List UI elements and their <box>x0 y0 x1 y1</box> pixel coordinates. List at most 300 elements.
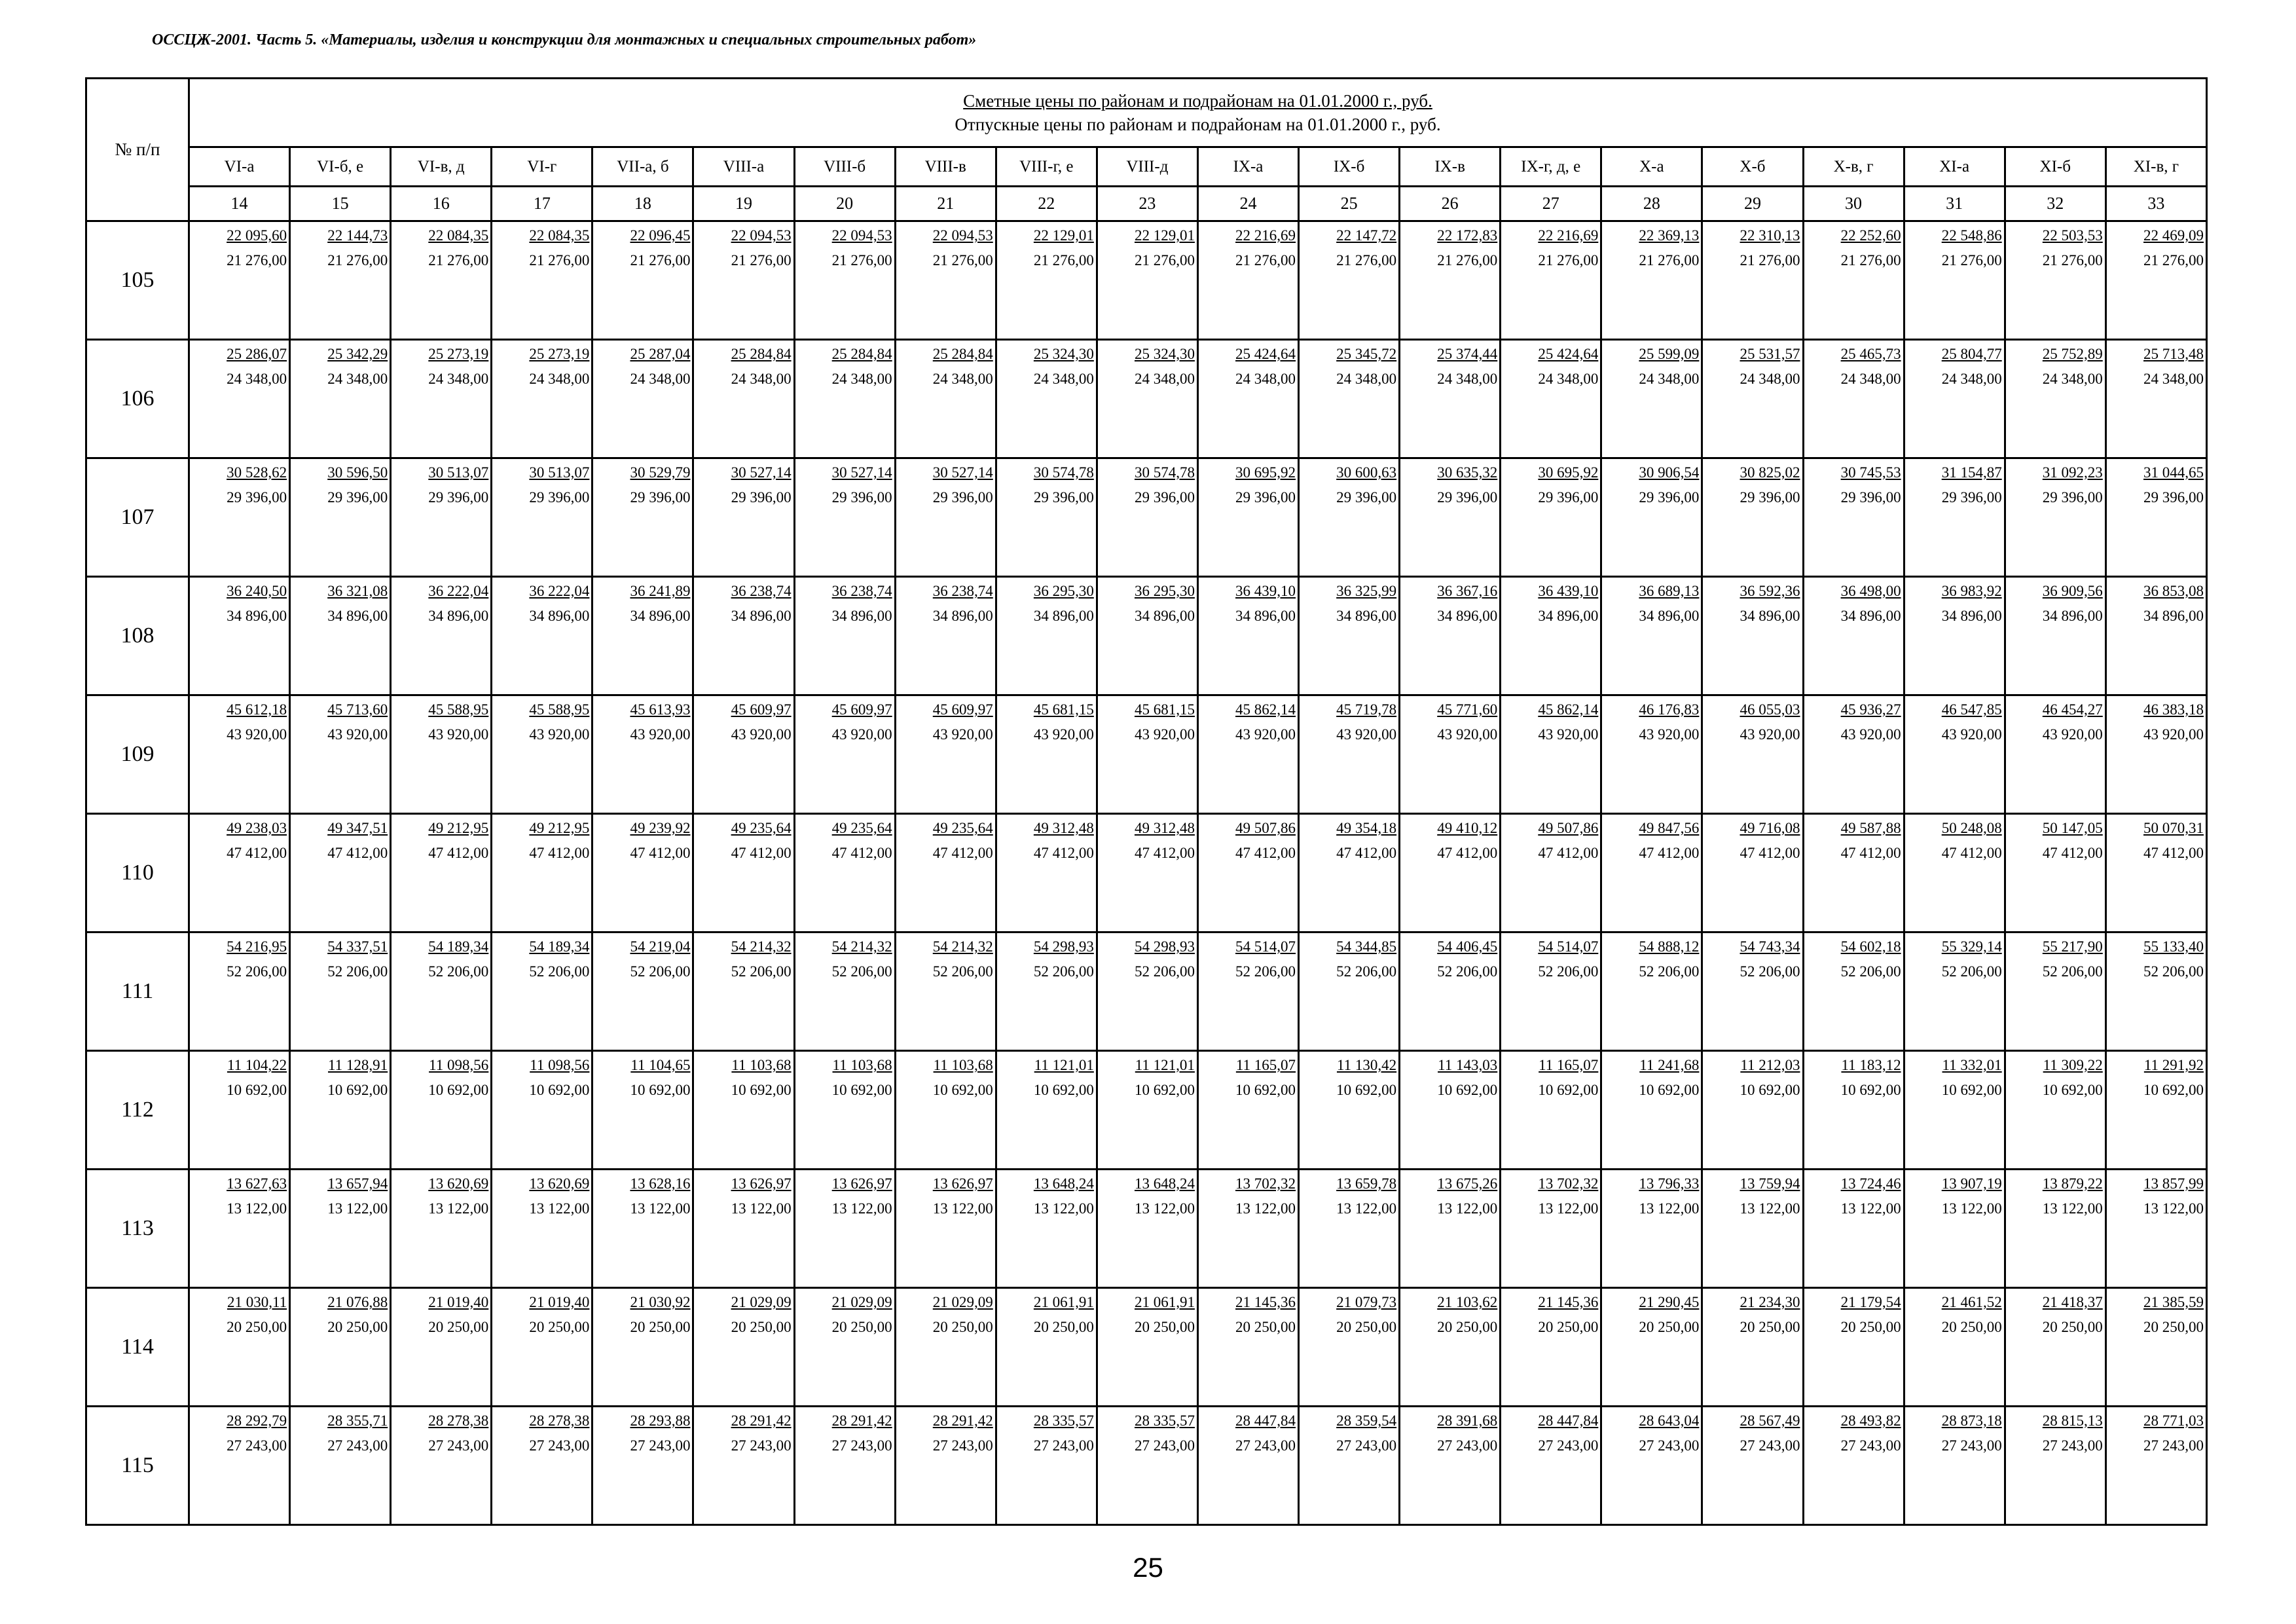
estimated-price: 21 029,09 <box>932 1294 993 1310</box>
release-price: 52 206,00 <box>1941 963 2002 980</box>
estimated-price: 36 238,74 <box>831 583 892 599</box>
release-price: 29 396,00 <box>831 489 892 506</box>
price-cell <box>895 1170 996 1288</box>
estimated-price: 46 454,27 <box>2042 701 2103 718</box>
caption-release-prices: Отпускные цены по районам и подрайонам на 01.01.2000 г., руб. <box>955 115 1441 134</box>
release-price: 10 692,00 <box>1840 1082 1901 1098</box>
price-cell <box>1803 340 1904 458</box>
estimated-price: 30 695,92 <box>1538 464 1599 481</box>
estimated-price: 25 804,77 <box>1941 346 2002 362</box>
estimated-price: 22 094,53 <box>731 227 792 244</box>
price-cell <box>895 814 996 932</box>
release-price: 27 243,00 <box>1639 1437 1700 1454</box>
release-price: 47 412,00 <box>1740 845 1800 861</box>
release-price: 13 122,00 <box>831 1200 892 1217</box>
price-cell <box>1904 1051 2005 1170</box>
price-cell <box>1803 814 1904 932</box>
estimated-price: 54 214,32 <box>731 938 792 955</box>
document-header: ОССЦЖ-2001. Часть 5. «Материалы, изделия и конструкции для монтажных и специальных строительных работ» <box>152 31 977 48</box>
price-cell <box>1601 577 1702 695</box>
estimated-price: 45 771,60 <box>1437 701 1498 718</box>
estimated-price: 49 410,12 <box>1437 820 1498 836</box>
release-price: 34 896,00 <box>1437 608 1498 624</box>
release-price: 52 206,00 <box>932 963 993 980</box>
release-price: 43 920,00 <box>1235 726 1296 743</box>
region-header: VIII-а <box>693 147 794 187</box>
estimated-price: 21 145,36 <box>1538 1294 1599 1310</box>
release-price: 10 692,00 <box>1336 1082 1397 1098</box>
estimated-price: 49 235,64 <box>831 820 892 836</box>
estimated-price: 49 235,64 <box>731 820 792 836</box>
price-cell <box>1501 221 1601 340</box>
estimated-price: 11 165,07 <box>1539 1057 1599 1073</box>
release-price: 27 243,00 <box>428 1437 489 1454</box>
estimated-price: 22 147,72 <box>1336 227 1397 244</box>
estimated-price: 54 214,32 <box>831 938 892 955</box>
region-header: XI-а <box>1904 147 2005 187</box>
price-cell <box>2005 577 2105 695</box>
estimated-price: 45 609,97 <box>932 701 993 718</box>
estimated-price: 30 596,50 <box>327 464 388 481</box>
estimated-price: 46 176,83 <box>1639 701 1700 718</box>
release-price: 34 896,00 <box>327 608 388 624</box>
release-price: 21 276,00 <box>2143 252 2204 268</box>
price-cell <box>1904 814 2005 932</box>
release-price: 29 396,00 <box>630 489 691 506</box>
estimated-price: 25 286,07 <box>227 346 287 362</box>
price-cell <box>1904 1288 2005 1407</box>
row-number: 110 <box>86 814 189 932</box>
price-cell <box>1501 577 1601 695</box>
estimated-price: 22 216,69 <box>1235 227 1296 244</box>
price-cell <box>996 1288 1097 1407</box>
price-cell <box>996 1170 1097 1288</box>
price-table-body <box>86 221 2207 1525</box>
estimated-price: 21 079,73 <box>1336 1294 1397 1310</box>
price-cell <box>996 1051 1097 1170</box>
estimated-price: 13 626,97 <box>932 1175 993 1192</box>
estimated-price: 21 179,54 <box>1840 1294 1901 1310</box>
column-number: 22 <box>996 187 1097 221</box>
price-cell <box>693 932 794 1051</box>
estimated-price: 30 574,78 <box>1033 464 1094 481</box>
release-price: 13 122,00 <box>227 1200 287 1217</box>
release-price: 24 348,00 <box>529 371 590 387</box>
price-cell <box>794 221 895 340</box>
release-price: 24 348,00 <box>1740 371 1800 387</box>
release-price: 13 122,00 <box>1134 1200 1195 1217</box>
release-price: 21 276,00 <box>1033 252 1094 268</box>
release-price: 43 920,00 <box>1840 726 1901 743</box>
release-price: 34 896,00 <box>731 608 792 624</box>
release-price: 13 122,00 <box>1336 1200 1397 1217</box>
release-price: 34 896,00 <box>1740 608 1800 624</box>
release-price: 27 243,00 <box>1740 1437 1800 1454</box>
release-price: 20 250,00 <box>1941 1319 2002 1335</box>
release-price: 52 206,00 <box>831 963 892 980</box>
price-cell <box>1501 340 1601 458</box>
release-price: 21 276,00 <box>1941 252 2002 268</box>
release-price: 21 276,00 <box>1336 252 1397 268</box>
price-cell <box>492 1288 592 1407</box>
price-cell <box>2005 221 2105 340</box>
column-number: 28 <box>1601 187 1702 221</box>
release-price: 20 250,00 <box>1639 1319 1700 1335</box>
row-number: 106 <box>86 340 189 458</box>
estimated-price: 13 907,19 <box>1941 1175 2002 1192</box>
region-header: IX-г, д, е <box>1501 147 1601 187</box>
price-cell <box>1299 1288 1400 1407</box>
price-cell <box>1803 1051 1904 1170</box>
estimated-price: 25 324,30 <box>1033 346 1094 362</box>
estimated-price: 13 659,78 <box>1336 1175 1397 1192</box>
price-cell <box>1299 221 1400 340</box>
estimated-price: 46 547,85 <box>1941 701 2002 718</box>
estimated-price: 28 355,71 <box>327 1412 388 1429</box>
estimated-price: 49 354,18 <box>1336 820 1397 836</box>
release-price: 43 920,00 <box>1336 726 1397 743</box>
price-cell <box>895 221 996 340</box>
price-cell <box>1501 1170 1601 1288</box>
release-price: 21 276,00 <box>1538 252 1599 268</box>
table-row <box>86 1407 2207 1525</box>
estimated-price: 55 329,14 <box>1941 938 2002 955</box>
release-price: 10 692,00 <box>1033 1082 1094 1098</box>
estimated-price: 21 145,36 <box>1235 1294 1296 1310</box>
region-header: VI-б, е <box>290 147 391 187</box>
table-row <box>86 695 2207 814</box>
price-cell <box>2105 340 2206 458</box>
release-price: 43 920,00 <box>1639 726 1700 743</box>
estimated-price: 30 695,92 <box>1235 464 1296 481</box>
price-cell <box>1601 1051 1702 1170</box>
release-price: 21 276,00 <box>1639 252 1700 268</box>
price-cell <box>391 1051 492 1170</box>
release-price: 24 348,00 <box>1840 371 1901 387</box>
release-price: 43 920,00 <box>630 726 691 743</box>
price-cell <box>1803 221 1904 340</box>
estimated-price: 30 527,14 <box>932 464 993 481</box>
estimated-price: 36 853,08 <box>2143 583 2204 599</box>
release-price: 52 206,00 <box>1538 963 1599 980</box>
estimated-price: 30 635,32 <box>1437 464 1498 481</box>
price-cell <box>1803 1170 1904 1288</box>
estimated-price: 13 702,32 <box>1235 1175 1296 1192</box>
price-cell <box>996 1407 1097 1525</box>
estimated-price: 11 104,22 <box>227 1057 287 1073</box>
price-cell <box>2105 1051 2206 1170</box>
price-cell <box>1501 1288 1601 1407</box>
price-cell <box>895 340 996 458</box>
price-cell <box>2105 814 2206 932</box>
estimated-price: 25 273,19 <box>529 346 590 362</box>
estimated-price: 28 291,42 <box>731 1412 792 1429</box>
release-price: 47 412,00 <box>227 845 287 861</box>
release-price: 20 250,00 <box>1336 1319 1397 1335</box>
estimated-price: 25 284,84 <box>731 346 792 362</box>
release-price: 27 243,00 <box>529 1437 590 1454</box>
estimated-price: 54 298,93 <box>1033 938 1094 955</box>
estimated-price: 11 104,65 <box>630 1057 691 1073</box>
release-price: 13 122,00 <box>428 1200 489 1217</box>
release-price: 27 243,00 <box>1437 1437 1498 1454</box>
release-price: 29 396,00 <box>1740 489 1800 506</box>
release-price: 43 920,00 <box>1941 726 2002 743</box>
estimated-price: 30 527,14 <box>831 464 892 481</box>
release-price: 52 206,00 <box>529 963 590 980</box>
estimated-price: 25 752,89 <box>2042 346 2103 362</box>
price-cell <box>2005 695 2105 814</box>
release-price: 24 348,00 <box>831 371 892 387</box>
estimated-price: 30 574,78 <box>1134 464 1195 481</box>
price-cell <box>1904 458 2005 577</box>
estimated-price: 11 183,12 <box>1841 1057 1901 1073</box>
price-cell <box>391 221 492 340</box>
price-cell <box>1097 221 1197 340</box>
price-cell <box>189 577 290 695</box>
estimated-price: 22 216,69 <box>1538 227 1599 244</box>
price-cell <box>492 932 592 1051</box>
release-price: 10 692,00 <box>529 1082 590 1098</box>
estimated-price: 28 278,38 <box>428 1412 489 1429</box>
estimated-price: 36 238,74 <box>932 583 993 599</box>
price-cell <box>1299 932 1400 1051</box>
estimated-price: 54 189,34 <box>428 938 489 955</box>
release-price: 29 396,00 <box>1941 489 2002 506</box>
table-row <box>86 1051 2207 1170</box>
release-price: 47 412,00 <box>1840 845 1901 861</box>
estimated-price: 21 290,45 <box>1639 1294 1700 1310</box>
row-number: 115 <box>86 1407 189 1525</box>
estimated-price: 30 745,53 <box>1840 464 1901 481</box>
column-number: 14 <box>189 187 290 221</box>
price-cell <box>1904 1407 2005 1525</box>
price-cell <box>492 221 592 340</box>
region-header: IX-а <box>1197 147 1298 187</box>
estimated-price: 22 469,09 <box>2143 227 2204 244</box>
estimated-price: 22 084,35 <box>428 227 489 244</box>
release-price: 24 348,00 <box>1639 371 1700 387</box>
estimated-price: 11 241,68 <box>1639 1057 1700 1073</box>
estimated-price: 45 588,95 <box>529 701 590 718</box>
estimated-price: 45 862,14 <box>1538 701 1599 718</box>
release-price: 10 692,00 <box>428 1082 489 1098</box>
estimated-price: 11 121,01 <box>1135 1057 1195 1073</box>
price-cell <box>1501 932 1601 1051</box>
price-cell <box>996 932 1097 1051</box>
price-cell <box>290 340 391 458</box>
estimated-price: 13 879,22 <box>2042 1175 2103 1192</box>
estimated-price: 21 385,59 <box>2143 1294 2204 1310</box>
price-cell <box>1803 577 1904 695</box>
price-cell <box>1097 1288 1197 1407</box>
price-cell <box>189 1170 290 1288</box>
table-row <box>86 1288 2207 1407</box>
price-cell <box>895 1288 996 1407</box>
estimated-price: 13 675,26 <box>1437 1175 1498 1192</box>
estimated-price: 28 359,54 <box>1336 1412 1397 1429</box>
estimated-price: 22 252,60 <box>1840 227 1901 244</box>
price-cell <box>1400 1051 1501 1170</box>
price-cell <box>1601 340 1702 458</box>
estimated-price: 11 103,68 <box>832 1057 892 1073</box>
region-header: VI-в, д <box>391 147 492 187</box>
estimated-price: 28 643,04 <box>1639 1412 1700 1429</box>
release-price: 10 692,00 <box>630 1082 691 1098</box>
price-cell <box>1904 695 2005 814</box>
estimated-price: 36 241,89 <box>630 583 691 599</box>
release-price: 43 920,00 <box>831 726 892 743</box>
price-cell <box>996 695 1097 814</box>
price-cell <box>391 695 492 814</box>
price-cell <box>1702 932 1803 1051</box>
price-cell <box>391 340 492 458</box>
price-cell <box>996 458 1097 577</box>
estimated-price: 28 291,42 <box>932 1412 993 1429</box>
row-number-header: № п/п <box>86 79 189 221</box>
release-price: 10 692,00 <box>731 1082 792 1098</box>
price-cell <box>693 1288 794 1407</box>
release-price: 34 896,00 <box>1336 608 1397 624</box>
release-price: 29 396,00 <box>227 489 287 506</box>
estimated-price: 54 406,45 <box>1437 938 1498 955</box>
release-price: 52 206,00 <box>630 963 691 980</box>
release-price: 47 412,00 <box>1033 845 1094 861</box>
price-cell <box>1601 932 1702 1051</box>
release-price: 29 396,00 <box>1134 489 1195 506</box>
estimated-price: 54 602,18 <box>1840 938 1901 955</box>
estimated-price: 31 092,23 <box>2042 464 2103 481</box>
estimated-price: 28 771,03 <box>2143 1412 2204 1429</box>
release-price: 34 896,00 <box>1941 608 2002 624</box>
price-cell <box>290 577 391 695</box>
estimated-price: 45 609,97 <box>731 701 792 718</box>
release-price: 43 920,00 <box>529 726 590 743</box>
price-cell <box>290 932 391 1051</box>
estimated-price: 22 144,73 <box>327 227 388 244</box>
release-price: 21 276,00 <box>2042 252 2103 268</box>
price-cell <box>895 695 996 814</box>
price-cell <box>1097 340 1197 458</box>
column-number: 26 <box>1400 187 1501 221</box>
price-cell <box>1197 458 1298 577</box>
price-cell <box>1097 1407 1197 1525</box>
release-price: 34 896,00 <box>1639 608 1700 624</box>
release-price: 34 896,00 <box>2042 608 2103 624</box>
estimated-price: 25 284,84 <box>831 346 892 362</box>
release-price: 52 206,00 <box>1235 963 1296 980</box>
price-cell <box>592 814 693 932</box>
release-price: 29 396,00 <box>529 489 590 506</box>
release-price: 21 276,00 <box>630 252 691 268</box>
price-cell <box>492 1170 592 1288</box>
estimated-price: 36 295,30 <box>1033 583 1094 599</box>
release-price: 29 396,00 <box>932 489 993 506</box>
estimated-price: 45 612,18 <box>227 701 287 718</box>
column-number: 23 <box>1097 187 1197 221</box>
estimated-price: 11 212,03 <box>1740 1057 1800 1073</box>
price-cell <box>1702 1051 1803 1170</box>
price-cell <box>1197 1288 1298 1407</box>
table-row <box>86 340 2207 458</box>
column-number: 32 <box>2005 187 2105 221</box>
release-price: 24 348,00 <box>1134 371 1195 387</box>
release-price: 24 348,00 <box>731 371 792 387</box>
estimated-price: 50 248,08 <box>1941 820 2002 836</box>
estimated-price: 25 424,64 <box>1538 346 1599 362</box>
release-price: 21 276,00 <box>1437 252 1498 268</box>
price-cell <box>1197 695 1298 814</box>
release-price: 21 276,00 <box>327 252 388 268</box>
release-price: 29 396,00 <box>327 489 388 506</box>
estimated-price: 45 588,95 <box>428 701 489 718</box>
estimated-price: 45 613,93 <box>630 701 691 718</box>
price-cell <box>1400 1170 1501 1288</box>
column-number: 16 <box>391 187 492 221</box>
price-cell <box>794 458 895 577</box>
price-cell <box>492 814 592 932</box>
row-number: 113 <box>86 1170 189 1288</box>
release-price: 52 206,00 <box>1134 963 1195 980</box>
price-cell <box>1803 1407 1904 1525</box>
release-price: 47 412,00 <box>1437 845 1498 861</box>
estimated-price: 28 873,18 <box>1941 1412 2002 1429</box>
price-cell <box>794 1051 895 1170</box>
release-price: 29 396,00 <box>428 489 489 506</box>
price-cell <box>2105 695 2206 814</box>
caption-estimated-prices: Сметные цены по районам и подрайонам на 01.01.2000 г., руб. <box>963 91 1432 111</box>
price-cell <box>2105 577 2206 695</box>
release-price: 13 122,00 <box>1538 1200 1599 1217</box>
price-cell <box>290 695 391 814</box>
price-cell <box>1501 1407 1601 1525</box>
release-price: 20 250,00 <box>1538 1319 1599 1335</box>
estimated-price: 49 235,64 <box>932 820 993 836</box>
release-price: 47 412,00 <box>327 845 388 861</box>
estimated-price: 45 681,15 <box>1134 701 1195 718</box>
price-cell <box>794 814 895 932</box>
estimated-price: 49 347,51 <box>327 820 388 836</box>
price-cell <box>2005 932 2105 1051</box>
estimated-price: 54 189,34 <box>529 938 590 955</box>
estimated-price: 36 325,99 <box>1336 583 1397 599</box>
estimated-price: 22 096,45 <box>630 227 691 244</box>
release-price: 43 920,00 <box>1437 726 1498 743</box>
release-price: 27 243,00 <box>1033 1437 1094 1454</box>
price-cell <box>592 1170 693 1288</box>
release-price: 24 348,00 <box>2042 371 2103 387</box>
release-price: 34 896,00 <box>932 608 993 624</box>
price-cell <box>1601 695 1702 814</box>
estimated-price: 28 278,38 <box>529 1412 590 1429</box>
release-price: 43 920,00 <box>1740 726 1800 743</box>
release-price: 24 348,00 <box>428 371 489 387</box>
estimated-price: 11 103,68 <box>731 1057 792 1073</box>
release-price: 27 243,00 <box>227 1437 287 1454</box>
estimated-price: 28 391,68 <box>1437 1412 1498 1429</box>
estimated-price: 11 291,92 <box>2143 1057 2204 1073</box>
price-cell <box>2005 1288 2105 1407</box>
price-cell <box>1803 458 1904 577</box>
price-cell <box>592 577 693 695</box>
release-price: 43 920,00 <box>227 726 287 743</box>
price-cell <box>1400 340 1501 458</box>
price-cell <box>1299 1407 1400 1525</box>
estimated-price: 11 309,22 <box>2043 1057 2103 1073</box>
release-price: 34 896,00 <box>1235 608 1296 624</box>
release-price: 47 412,00 <box>630 845 691 861</box>
release-price: 52 206,00 <box>428 963 489 980</box>
